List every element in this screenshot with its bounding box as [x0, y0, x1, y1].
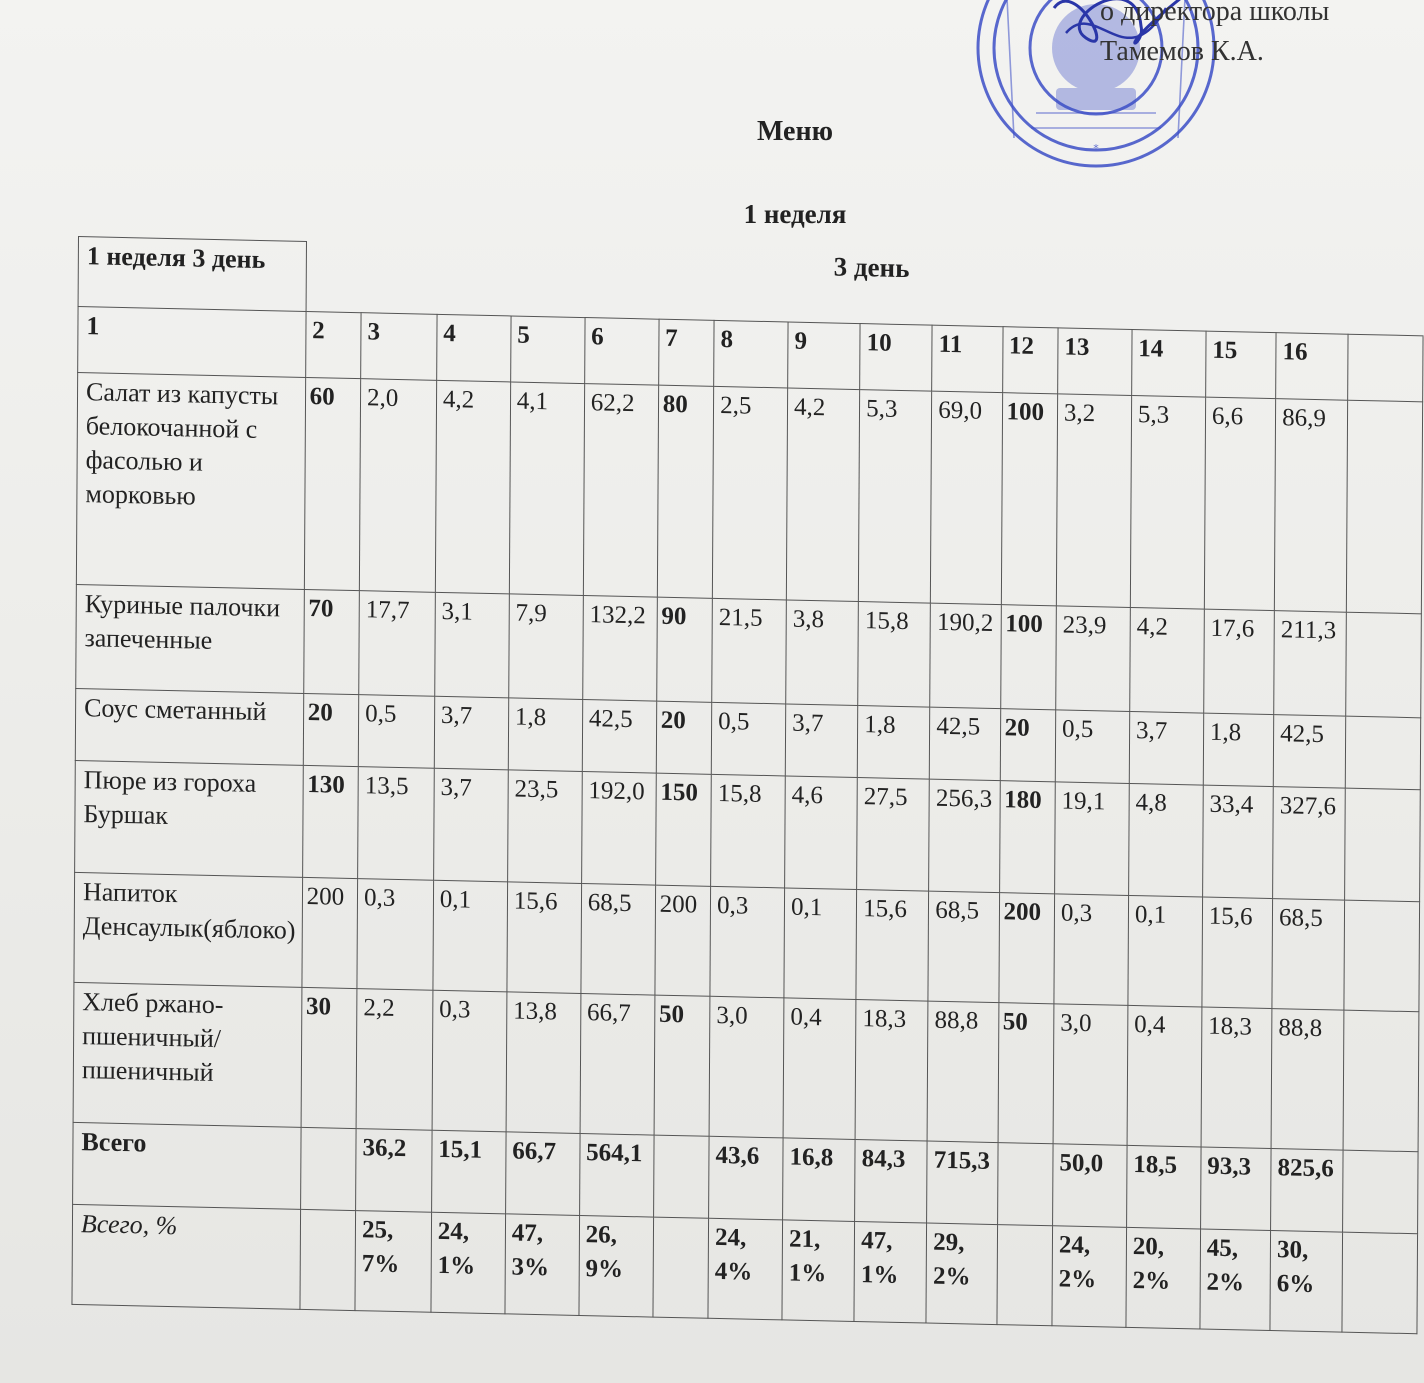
nutrition-value-cell: 88,8: [1271, 1009, 1344, 1151]
nutrition-value-cell: 3,0: [1053, 1004, 1128, 1146]
nutrition-value-cell: 42,5: [1273, 715, 1346, 789]
nutrition-value-cell: 88,8: [927, 1001, 998, 1143]
portion-weight-cell: 20: [303, 693, 359, 766]
nutrition-value-cell: 1,8: [857, 706, 930, 780]
nutrition-value-cell: 3,2: [1056, 394, 1131, 608]
column-number-10: 10: [860, 324, 933, 392]
nutrition-value-cell: 4,2: [1130, 607, 1205, 713]
nutrition-value-cell: 2,2: [356, 989, 433, 1131]
week-label: 1 неделя: [743, 199, 847, 229]
nutrition-value-cell: 4,1: [509, 382, 584, 596]
dish-name: Хлеб ржано-пшеничный/ пшеничный: [73, 982, 302, 1127]
nutrition-value-cell: 15,6: [1202, 897, 1273, 1009]
menu-table-wrapper: [71, 236, 1424, 1334]
nutrition-value-cell: 7,9: [509, 594, 584, 700]
nutrition-value-cell: 93,3: [1200, 1147, 1271, 1231]
dish-name: Всего, %: [72, 1204, 300, 1309]
nutrition-value-cell: 19,1: [1055, 782, 1130, 896]
nutrition-value-cell: 68,5: [1272, 899, 1345, 1011]
dish-name: Соус сметанный: [75, 688, 303, 765]
nutrition-value-cell: 16,8: [783, 1138, 856, 1222]
nutrition-value-cell: 42,5: [930, 707, 1001, 781]
portion-weight-cell: 20: [656, 701, 712, 774]
column-number-12: 12: [1002, 327, 1058, 394]
menu-table: [71, 236, 1424, 1334]
nutrition-value-cell: 211,3: [1274, 611, 1347, 717]
column-number-14: 14: [1132, 329, 1206, 397]
portion-weight-cell: 30: [301, 987, 357, 1128]
portion-weight-cell: [653, 1217, 709, 1318]
nutrition-value-cell: 21,1%: [782, 1220, 855, 1322]
nutrition-value-cell: 47,1%: [854, 1221, 927, 1323]
nutrition-value-cell: 25,7%: [355, 1211, 431, 1313]
nutrition-value-cell: 0,3: [432, 990, 507, 1132]
column-number-8: 8: [714, 320, 788, 388]
column-number-16: 16: [1276, 333, 1349, 401]
nutrition-value-cell: 84,3: [855, 1139, 928, 1223]
nutrition-value-cell: 15,8: [858, 602, 931, 708]
nutrition-value-cell: 30,6%: [1270, 1231, 1343, 1333]
nutrition-value-cell: 5,3: [859, 390, 932, 604]
column-number-13: 13: [1058, 328, 1132, 396]
column-number-9: 9: [788, 322, 861, 390]
nutrition-value-cell: 0,1: [433, 880, 508, 992]
nutrition-value-cell: 0,1: [1128, 895, 1203, 1007]
nutrition-value-cell: 47,3%: [505, 1214, 580, 1316]
approver-position: о директора школы: [1100, 0, 1330, 27]
nutrition-value-cell: 1,8: [1203, 713, 1274, 787]
nutrition-value-cell: 564,1: [579, 1133, 653, 1217]
nutrition-value-cell: 3,7: [785, 704, 858, 778]
nutrition-value-cell: 2,0: [359, 379, 436, 593]
empty-cell: [1345, 716, 1420, 790]
column-number-3: 3: [361, 313, 437, 381]
column-number-5: 5: [510, 316, 584, 384]
nutrition-value-cell: 256,3: [929, 779, 1000, 893]
nutrition-value-cell: 43,6: [709, 1136, 783, 1220]
portion-weight-cell: 200: [998, 893, 1054, 1004]
nutrition-value-cell: 17,7: [359, 591, 435, 697]
nutrition-value-cell: 6,6: [1204, 397, 1276, 611]
nutrition-value-cell: 69,0: [931, 391, 1003, 605]
nutrition-value-cell: 36,2: [356, 1129, 432, 1213]
nutrition-value-cell: 15,6: [507, 882, 582, 994]
dish-name: Всего: [73, 1122, 301, 1209]
portion-weight-cell: 180: [999, 781, 1055, 894]
nutrition-value-cell: 13,8: [506, 992, 581, 1134]
nutrition-value-cell: 715,3: [927, 1141, 998, 1225]
nutrition-value-cell: 132,2: [582, 596, 657, 702]
portion-weight-cell: 150: [655, 773, 711, 886]
page-title: Меню: [756, 116, 833, 147]
nutrition-value-cell: 18,5: [1126, 1145, 1200, 1229]
portion-weight-cell: 50: [654, 995, 710, 1136]
nutrition-value-cell: 3,0: [709, 996, 784, 1138]
nutrition-value-cell: 68,5: [928, 891, 999, 1003]
nutrition-value-cell: 18,3: [855, 999, 928, 1141]
nutrition-value-cell: 62,2: [583, 384, 658, 598]
nutrition-value-cell: 0,4: [1127, 1005, 1202, 1147]
nutrition-value-cell: 66,7: [580, 993, 655, 1135]
nutrition-value-cell: 5,3: [1130, 395, 1205, 609]
nutrition-value-cell: 50,0: [1053, 1144, 1127, 1228]
nutrition-value-cell: 4,8: [1128, 783, 1203, 897]
nutrition-value-cell: 18,3: [1201, 1007, 1272, 1149]
empty-cell: [1345, 788, 1420, 902]
nutrition-value-cell: 0,1: [784, 888, 857, 1000]
portion-weight-cell: [997, 1225, 1053, 1326]
nutrition-value-cell: 68,5: [581, 883, 656, 995]
portion-weight-cell: 100: [1000, 605, 1056, 710]
nutrition-value-cell: 86,9: [1274, 399, 1347, 613]
portion-weight-cell: [653, 1135, 709, 1218]
dish-name: Салат из капусты белокочанной с фасолью и морковью: [76, 372, 305, 589]
nutrition-value-cell: 0,3: [710, 886, 785, 998]
nutrition-value-cell: 2,5: [712, 386, 787, 600]
nutrition-value-cell: 0,5: [711, 702, 785, 776]
empty-cell: [1342, 1232, 1417, 1334]
nutrition-value-cell: 4,2: [435, 380, 510, 594]
nutrition-value-cell: 327,6: [1273, 787, 1346, 901]
nutrition-value-cell: 20,2%: [1126, 1227, 1201, 1329]
table-row: [76, 372, 1422, 613]
nutrition-value-cell: 0,5: [1055, 710, 1129, 784]
nutrition-value-cell: 3,7: [434, 696, 508, 770]
portion-weight-cell: 200: [655, 885, 711, 996]
approval-block: [1100, 0, 1329, 72]
portion-weight-cell: [300, 1209, 356, 1310]
nutrition-value-cell: 0,3: [1054, 894, 1129, 1006]
nutrition-value-cell: 15,6: [856, 890, 929, 1002]
column-number-15: 15: [1205, 331, 1276, 399]
nutrition-value-cell: 3,7: [433, 768, 508, 882]
approver-name: Тамемов К.А.: [1100, 36, 1264, 67]
column-number-2: 2: [305, 311, 361, 378]
nutrition-value-cell: 4,6: [785, 776, 858, 890]
nutrition-value-cell: 24,4%: [708, 1218, 783, 1320]
nutrition-value-cell: 13,5: [358, 767, 434, 881]
portion-weight-cell: 20: [1000, 709, 1056, 782]
portion-weight-cell: 200: [302, 877, 358, 988]
nutrition-value-cell: 190,2: [930, 603, 1001, 709]
nutrition-value-cell: 24,2%: [1052, 1226, 1127, 1328]
nutrition-value-cell: 0,4: [783, 998, 856, 1140]
nutrition-value-cell: 4,2: [786, 388, 859, 602]
column-number-4: 4: [437, 314, 511, 382]
portion-weight-cell: [997, 1143, 1053, 1226]
nutrition-value-cell: 23,5: [507, 770, 582, 884]
nutrition-value-cell: 0,5: [358, 695, 434, 769]
nutrition-value-cell: 192,0: [581, 772, 656, 886]
nutrition-value-cell: 42,5: [582, 700, 656, 774]
nutrition-value-cell: 1,8: [508, 698, 582, 772]
empty-cell: [1344, 900, 1419, 1012]
nutrition-value-cell: 3,8: [786, 600, 859, 706]
nutrition-value-cell: 45,2%: [1200, 1229, 1271, 1331]
empty-cell: [1347, 400, 1423, 614]
empty-cell: [1343, 1150, 1418, 1234]
nutrition-value-cell: 15,8: [711, 774, 786, 888]
day-label: 3 день: [833, 251, 910, 284]
empty-cell: [1348, 334, 1423, 402]
nutrition-value-cell: 21,5: [712, 598, 787, 704]
nutrition-value-cell: 825,6: [1271, 1149, 1344, 1233]
dish-name: Пюре из гороха Буршак: [75, 760, 303, 877]
portion-weight-cell: 130: [302, 765, 358, 878]
svg-text:*: *: [1093, 142, 1099, 155]
portion-weight-cell: 50: [998, 1003, 1054, 1144]
nutrition-value-cell: 66,7: [505, 1132, 579, 1216]
nutrition-value-cell: 23,9: [1056, 606, 1131, 712]
column-number-7: 7: [658, 319, 714, 386]
table-header-title: 1 неделя 3 день: [78, 237, 306, 312]
nutrition-value-cell: 3,7: [1129, 711, 1203, 785]
portion-weight-cell: 90: [656, 597, 712, 702]
nutrition-value-cell: 3,1: [435, 592, 510, 698]
empty-cell: [1343, 1010, 1419, 1152]
page-subtitle: [0, 196, 1424, 232]
empty-cell: [1346, 612, 1421, 718]
nutrition-value-cell: 15,1: [431, 1130, 505, 1214]
portion-weight-cell: 100: [1001, 393, 1058, 606]
nutrition-value-cell: 17,6: [1204, 609, 1275, 715]
nutrition-value-cell: 0,3: [357, 879, 433, 991]
portion-weight-cell: 70: [303, 589, 359, 694]
dish-name: Напиток Денсаулык(яблоко): [74, 872, 302, 987]
dish-name: Куриные палочки запеченные: [76, 584, 304, 693]
nutrition-value-cell: 27,5: [857, 778, 930, 892]
portion-weight-cell: 60: [304, 377, 361, 590]
nutrition-value-cell: 33,4: [1202, 785, 1273, 899]
portion-weight-cell: 80: [657, 385, 714, 598]
column-number-1: 1: [78, 307, 306, 378]
column-number-11: 11: [932, 325, 1003, 393]
nutrition-value-cell: 24,1%: [431, 1212, 506, 1314]
portion-weight-cell: [300, 1127, 356, 1210]
nutrition-value-cell: 29,2%: [926, 1223, 997, 1325]
nutrition-value-cell: 26,9%: [579, 1215, 654, 1317]
column-number-6: 6: [584, 318, 658, 386]
